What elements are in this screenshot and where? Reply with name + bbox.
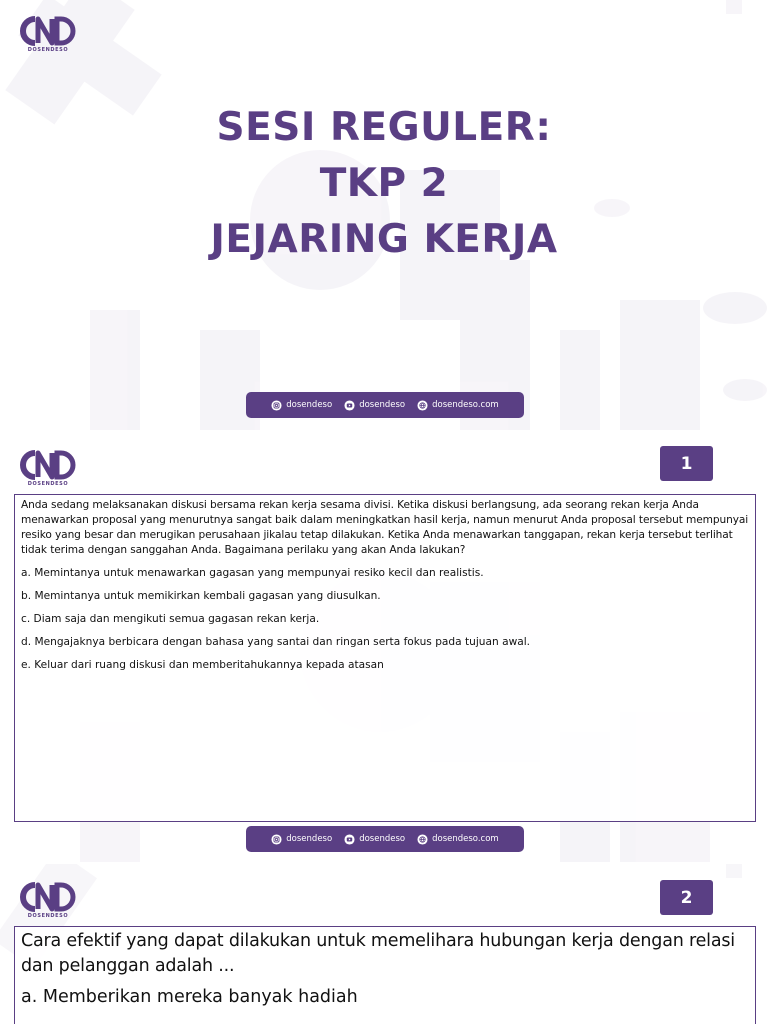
question-box (14, 494, 756, 822)
question-text: Cara efektif yang dapat dilakukan untuk memelihara hubungan kerja dengan relasi dan pelanggan adalah ... (21, 931, 735, 976)
brand-logo (18, 450, 78, 487)
brand-logo (18, 882, 78, 919)
brand-logo (18, 16, 78, 53)
title-heading (0, 100, 768, 268)
web-icon (417, 400, 428, 411)
question-number-badge: 1 (660, 446, 713, 481)
social-label: dosendeso.com (432, 400, 499, 410)
question-slide-1 (0, 432, 768, 864)
social-web[interactable] (417, 834, 499, 845)
social-label: dosendeso (286, 400, 333, 410)
social-label: dosendeso (359, 400, 406, 410)
social-bar (246, 392, 524, 418)
youtube-icon (344, 834, 355, 845)
social-instagram[interactable] (271, 834, 332, 845)
option-a[interactable]: a. Memberikan mereka banyak hadiah (21, 987, 358, 1007)
title-line-2: TKP 2 (319, 161, 449, 206)
social-label: dosendeso (286, 834, 333, 844)
title-line-1: SESI REGULER: (216, 105, 552, 150)
option-e[interactable]: e. Keluar dari ruang diskusi dan memberitahukannya kepada atasan (21, 659, 384, 671)
social-label: dosendeso.com (432, 834, 499, 844)
question-text: Anda sedang melaksanakan diskusi bersama rekan kerja sesama divisi. Ketika diskusi berlangsung, ada seorang rekan kerja Anda menawarkan proposal yang menurutnya sangat baik dalam meningkatkan hasil kerja, namun menurut Anda proposal tersebut mempunyai resiko yang besar dan merugikan perusahaan jikalau tetap dilakukan. Ketika Anda menawarkan tanggapan, rekan kerja tersebut terlihat tidak terima dengan sanggahan Anda. Bagaimana perilaku yang akan Anda lakukan? (21, 499, 749, 556)
title-line-3: JEJARING KERJA (210, 217, 558, 262)
social-bar (246, 826, 524, 852)
option-c[interactable]: c. Diam saja dan mengikuti semua gagasan rekan kerja. (21, 613, 320, 625)
logo-wordmark: DOSENDESO (27, 913, 69, 919)
social-label: dosendeso (359, 834, 406, 844)
youtube-icon (344, 400, 355, 411)
web-icon (417, 834, 428, 845)
instagram-icon (271, 834, 282, 845)
logo-wordmark: DOSENDESO (27, 47, 69, 53)
logo-mark-icon (19, 882, 77, 912)
question-slide-2 (0, 864, 768, 1024)
logo-mark-icon (19, 450, 77, 480)
question-box (14, 926, 756, 1024)
question-number-badge: 2 (660, 880, 713, 915)
option-b[interactable]: b. Memintanya untuk memikirkan kembali gagasan yang diusulkan. (21, 590, 381, 602)
social-instagram[interactable] (271, 400, 332, 411)
instagram-icon (271, 400, 282, 411)
social-web[interactable] (417, 400, 499, 411)
social-youtube[interactable] (344, 400, 405, 411)
option-d[interactable]: d. Mengajaknya berbicara dengan bahasa yang santai dan ringan serta fokus pada tujuan awal. (21, 636, 531, 648)
title-slide (0, 0, 768, 432)
social-youtube[interactable] (344, 834, 405, 845)
logo-wordmark: DOSENDESO (27, 481, 69, 487)
option-a[interactable]: a. Memintanya untuk menawarkan gagasan yang mempunyai resiko kecil dan realistis. (21, 567, 484, 579)
logo-mark-icon (19, 16, 77, 46)
